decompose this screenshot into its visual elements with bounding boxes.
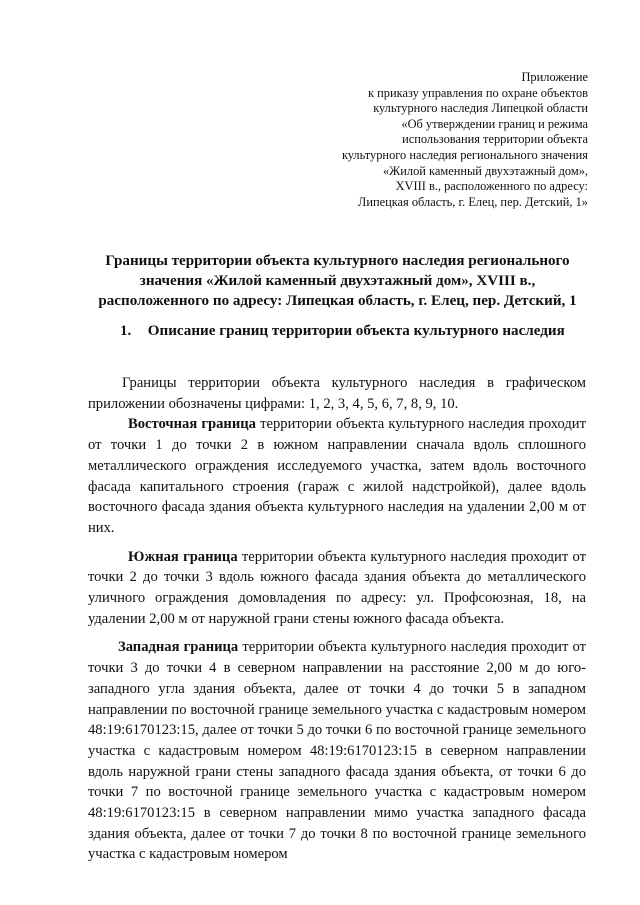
annex-line: Липецкая область, г. Елец, пер. Детский, 1» xyxy=(357,194,588,209)
west-boundary-text: территории объекта культурного наследия проходит от точки 3 до точки 4 в северном направлении на расстояние 2,00 м до юго-западного угла здания объекта, далее от точки 4 до точки 5 в западном направлении по восточной границе земельного участка с кадастровым номером 48:19:6170123:15, далее от точки 5 до точки 6 по восточной границе земельного участка с кадастровым номером 48:19:6170123:15 в северном направлении вдоль наружной грани стены западного фасада здания объекта, от точки 6 до точки 7 по восточной границе земельного участка с кадастровым номером 48:19:6170123:15 в северном направлении мимо участка западного фасада здания объекта, далее от точки 7 до точки 8 по восточной границе земельного участка с кадастровым номером xyxy=(88,639,586,863)
paragraph-south-boundary xyxy=(88,547,586,630)
title-line: значения «Жилой каменный двухэтажный дом», XVIII в., xyxy=(139,273,536,289)
paragraph-intro: Границы территории объекта культурного наследия в графическом приложении обозначены цифрами: 1, 2, 3, 4, 5, 6, 7, 8, 9, 10. xyxy=(88,375,586,412)
annex-line: Приложение xyxy=(521,70,588,84)
title-line: расположенного по адресу: Липецкая область, г. Елец, пер. Детский, 1 xyxy=(98,293,577,309)
annex-line: XVIII в., расположенного по адресу: xyxy=(395,179,588,194)
section-title: Описание границ территории объекта культурного наследия xyxy=(147,323,565,339)
document-title xyxy=(80,251,595,311)
paragraph-east-boundary xyxy=(88,414,586,538)
annex-line: культурного наследия Липецкой области xyxy=(373,101,588,116)
east-boundary-text: территории объекта культурного наследия проходит от точки 1 до точки 2 в южном направлении сначала вдоль сплошного металлического ограждения исследуемого участка, затем вдоль восточного фасада капитального строения (гараж с жилой надстройкой), далее вдоль восточного фасада здания объекта культурного наследия на удалении 2,00 м от них. xyxy=(88,416,586,536)
annex-line: культурного наследия регионального значения xyxy=(341,147,588,162)
annex-line: «Об утверждении границ и режима xyxy=(401,116,588,131)
section-heading xyxy=(120,321,600,341)
annex-line: использования территории объекта xyxy=(402,132,588,147)
paragraph-west-boundary xyxy=(88,637,586,865)
west-boundary-label: Западная граница xyxy=(118,639,239,656)
south-boundary-text: территории объекта культурного наследия проходит от точки 2 до точки 3 вдоль южного фасада здания объекта до металлического уличного ограждения домовладения по адресу: ул. Профсоюзная, 18, на удалении 2,00 м от наружной грани стены южного фасада объекта. xyxy=(88,548,586,627)
section-number: 1. xyxy=(120,323,132,339)
annex-line: «Жилой каменный двухэтажный дом», xyxy=(382,163,588,178)
east-boundary-label: Восточная граница xyxy=(128,416,256,433)
document-body xyxy=(88,373,586,865)
title-line: Границы территории объекта культурного наследия регионального xyxy=(105,253,570,269)
annex-line: к приказу управления по охране объектов xyxy=(368,85,588,100)
south-boundary-label: Южная граница xyxy=(128,548,238,565)
annex-header xyxy=(288,70,588,210)
